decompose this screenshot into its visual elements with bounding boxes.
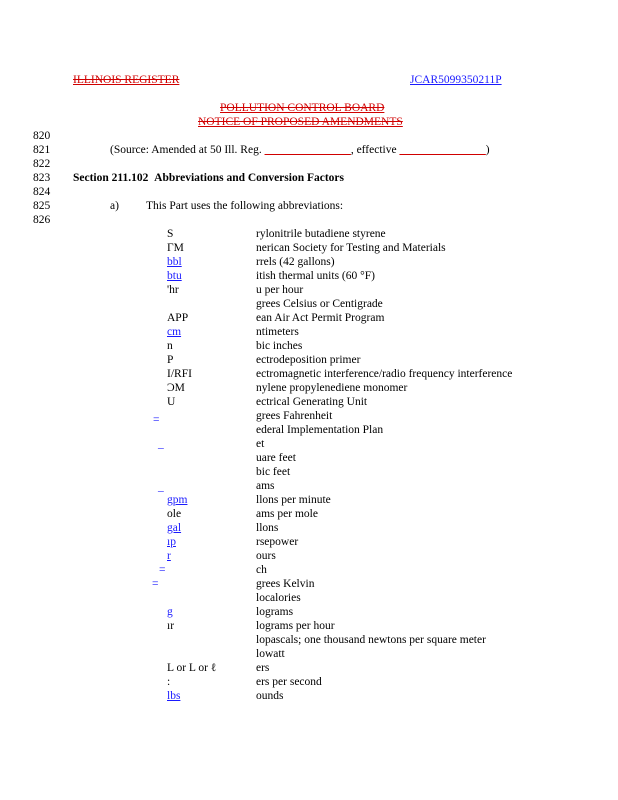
paragraph-label: a) [110, 200, 119, 212]
abbr-code: r [167, 550, 171, 562]
abbr-code: 'hr [167, 284, 179, 296]
abbr-definition: ectrodeposition primer [256, 354, 361, 366]
abbr-code: gpm [167, 494, 188, 506]
abbr-definition: uare feet [256, 452, 296, 464]
source-blank-2: _______________ [399, 144, 486, 156]
change-mark: _ [158, 481, 164, 493]
abbr-definition: itish thermal units (60 °F) [256, 270, 375, 282]
abbr-definition: lopascals; one thousand newtons per square meter [256, 634, 486, 646]
section-heading [73, 171, 344, 185]
line-number: 822 [33, 158, 51, 170]
abbr-definition: bic feet [256, 466, 291, 478]
abbr-definition: rsepower [256, 536, 299, 548]
abbr-definition: localories [256, 592, 301, 604]
abbr-definition: lograms [256, 606, 294, 618]
source-prefix: (Source: Amended at 50 Ill. Reg. [110, 144, 265, 156]
source-blank-1: _______________ [264, 144, 351, 156]
abbr-definition: ers [256, 662, 270, 674]
abbr-code: g [167, 606, 173, 618]
change-mark: _ [158, 438, 164, 450]
abbr-definition: grees Fahrenheit [256, 410, 333, 422]
abbr-definition: ntimeters [256, 326, 299, 338]
abbr-code: APP [167, 312, 189, 324]
abbr-code: cm [167, 326, 182, 338]
abbr-code: bbl [167, 256, 182, 268]
line-number: 826 [33, 214, 51, 226]
paragraph-text: This Part uses the following abbreviations: [146, 200, 344, 212]
abbr-code: lbs [167, 690, 181, 702]
abbr-definition: et [256, 438, 265, 450]
abbr-code: ΓM [167, 242, 184, 254]
abbr-definition: u per hour [256, 284, 304, 296]
abbr-definition: llons [256, 522, 279, 534]
abbr-code: P [167, 354, 174, 366]
abbr-code: ƆM [167, 382, 185, 394]
abbr-code: I/RFI [167, 368, 192, 380]
line-number: 821 [33, 144, 51, 156]
abbr-definition: ams per mole [256, 508, 318, 520]
abbr-code: n [167, 340, 173, 352]
abbr-code: S [167, 228, 174, 240]
abbr-definition: ams [256, 480, 275, 492]
register-title: ILLINOIS REGISTER [73, 74, 180, 86]
source-note [110, 143, 490, 157]
notice-title: NOTICE OF PROPOSED AMENDMENTS [198, 116, 403, 128]
change-mark: = [159, 564, 166, 576]
abbr-definition: lowatt [256, 648, 285, 660]
abbr-definition: ers per second [256, 676, 322, 688]
abbr-code: ole [167, 508, 182, 520]
abbr-definition: ederal Implementation Plan [256, 424, 384, 436]
abbr-definition: rrels (42 gallons) [256, 256, 335, 268]
abbr-definition: rylonitrile butadiene styrene [256, 228, 386, 240]
abbr-definition: ectromagnetic interference/radio frequency interference [256, 368, 513, 380]
abbr-definition: llons per minute [256, 494, 331, 506]
abbr-definition: ean Air Act Permit Program [256, 312, 385, 324]
change-mark: = [153, 414, 160, 426]
abbr-definition: ours [256, 550, 276, 562]
line-number: 824 [33, 186, 51, 198]
abbr-code: : [167, 676, 171, 688]
abbr-definition: nerican Society for Testing and Materials [256, 242, 446, 254]
abbr-definition: lograms per hour [256, 620, 335, 632]
change-mark: = [152, 578, 159, 590]
abbr-code: ır [167, 620, 175, 632]
abbr-code: btu [167, 270, 182, 282]
section-number: Section 211.102 [73, 172, 149, 184]
section-title: Abbreviations and Conversion Factors [154, 172, 345, 184]
abbr-definition: ounds [256, 690, 284, 702]
abbr-definition: nylene propylenediene monomer [256, 382, 408, 394]
line-number: 820 [33, 130, 51, 142]
line-number: 825 [33, 200, 51, 212]
agency-name: POLLUTION CONTROL BOARD [220, 102, 385, 114]
abbr-definition: grees Kelvin [256, 578, 315, 590]
abbr-code: ıp [167, 536, 176, 548]
source-suffix: ) [485, 144, 490, 156]
abbr-definition: bic inches [256, 340, 303, 352]
abbr-code: gal [167, 522, 182, 534]
line-number: 823 [33, 172, 51, 184]
abbr-code: L or L or ℓ [167, 662, 217, 674]
abbr-code: U [167, 396, 176, 408]
abbr-definition: ch [256, 564, 267, 576]
abbr-definition: grees Celsius or Centigrade [256, 298, 383, 310]
jcar-code: JCAR5099350211P [410, 74, 502, 86]
abbr-definition: ectrical Generating Unit [256, 396, 368, 408]
source-effective: , effective [350, 144, 400, 156]
